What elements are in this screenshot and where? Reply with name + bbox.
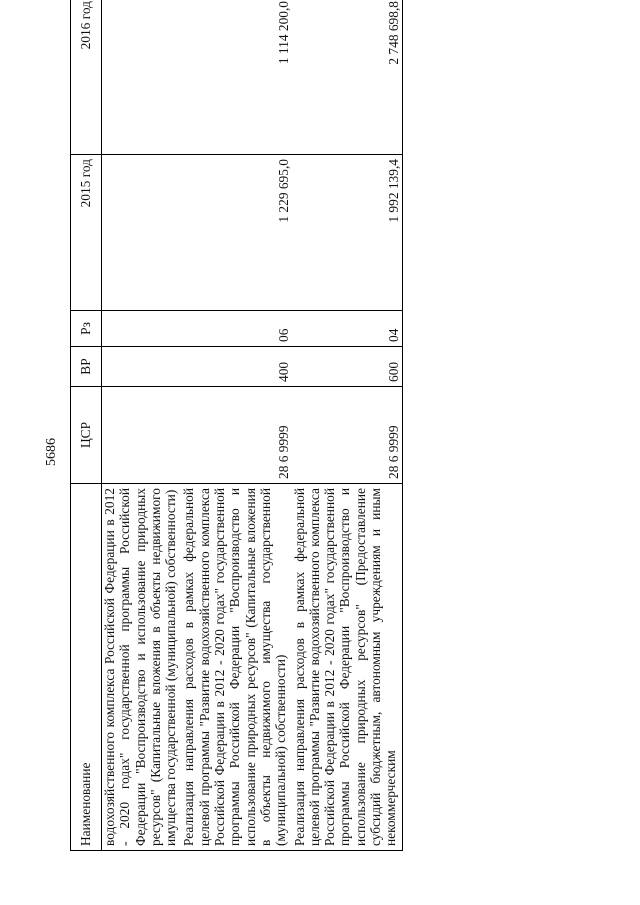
column-header-name: Наименование — [71, 484, 102, 851]
table-row — [181, 0, 291, 851]
page-number: 5686 — [44, 438, 59, 466]
column-header-2016: 2016 год — [71, 0, 102, 155]
table-header-row — [71, 0, 102, 851]
table-row — [292, 0, 403, 851]
row-name-cell: Реализация направления расходов в рамках федеральной целевой программы "Развитие водохозяйственного комплекса Российской Федерации в 2012 - 2020 годах" государственной программы Российской Федерации "Воспроизводство и использование природных ресурсов" (Предоставление субсидий бюджетным, автономным учреждениям и иным некоммерческим — [292, 484, 403, 851]
column-header-rz: Рз — [71, 311, 102, 347]
row-2016-cell: 2 748 698,8 — [292, 0, 403, 155]
row-vr-cell: 600 — [292, 347, 403, 387]
column-header-csr: ЦСР — [71, 387, 102, 484]
row-csr-cell — [102, 387, 182, 484]
column-header-vr: ВР — [71, 347, 102, 387]
column-header-2015: 2015 год — [71, 155, 102, 311]
row-rz-cell: 04 — [292, 311, 403, 347]
row-vr-cell — [102, 347, 182, 387]
row-2015-cell: 1 992 139,4 — [292, 155, 403, 311]
row-name-cell: водохозяйственного комплекса Российской Федерации в 2012 - 2020 годах" государственной программы Российской Федерации "Воспроизводство и использование природных ресурсов" (Капитальные вложения в объекты недвижимого имущества государственной (муниципальной) собственности) — [102, 484, 182, 851]
row-csr-cell: 28 6 9999 — [181, 387, 291, 484]
row-2016-cell: 1 114 200,0 — [181, 0, 291, 155]
row-2015-cell — [102, 155, 182, 311]
row-csr-cell: 28 6 9999 — [292, 387, 403, 484]
budget-table-container — [70, 1, 605, 851]
budget-table — [70, 0, 403, 851]
row-2015-cell: 1 229 695,0 — [181, 155, 291, 311]
row-2016-cell — [102, 0, 182, 155]
row-name-cell: Реализация направления расходов в рамках федеральной целевой программы "Развитие водохозяйственного комплекса Российской Федерации в 2012 - 2020 годах" государственной программы Российской Федерации "Воспроизводство и использование природных ресурсов" (Капитальные вложения в объекты недвижимого имущества государственной (муниципальной) собственности) — [181, 484, 291, 851]
row-rz-cell — [102, 311, 182, 347]
row-rz-cell: 06 — [181, 311, 291, 347]
row-vr-cell: 400 — [181, 347, 291, 387]
table-row — [102, 0, 182, 851]
